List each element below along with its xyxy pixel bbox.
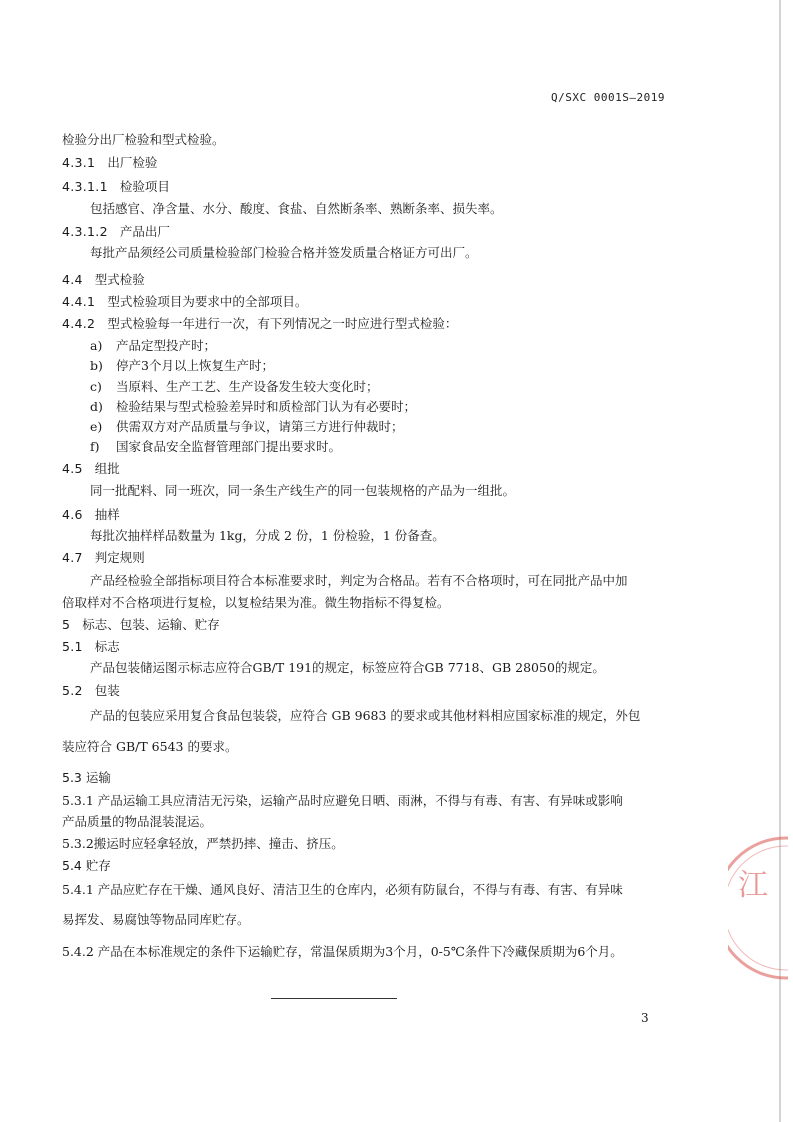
end-rule xyxy=(271,998,397,999)
list-item: f) 国家食品安全监督管理部门提出要求时。 xyxy=(90,439,342,454)
body-text: 装应符合 GB/T 6543 的要求。 xyxy=(62,739,238,754)
body-text: 5.4.2 产品在本标准规定的条件下运输贮存，常温保质期为3个月，0-5℃条件下冷藏保质期为6个月。 xyxy=(62,944,623,959)
list-item: a) 产品定型投产时； xyxy=(90,338,217,353)
section-heading: 4.4.2 型式检验每一年进行一次，有下列情况之一时应进行型式检验： xyxy=(62,316,458,331)
section-heading: 4.5 组批 xyxy=(62,461,120,476)
body-text: 产品包装储运图示标志应符合GB/T 191的规定，标签应符合GB 7718、GB 28050的规定。 xyxy=(90,660,605,675)
body-text: 倍取样对不合格项进行复检，以复检结果为准。微生物指标不得复检。 xyxy=(62,595,450,610)
section-heading: 5.4 贮存 xyxy=(62,858,111,873)
body-text: 每批产品须经公司质量检验部门检验合格并签发质量合格证方可出厂。 xyxy=(90,245,478,260)
section-heading: 4.3.1.2 产品出厂 xyxy=(62,224,170,239)
section-heading: 5.3 运输 xyxy=(62,770,111,785)
body-text: 每批次抽样样品数量为 1kg，分成 2 份，1 份检验，1 份备查。 xyxy=(90,528,445,543)
body-text: 产品的包装应采用复合食品包装袋，应符合 GB 9683 的要求或其他材料相应国家标准的规定，外包 xyxy=(90,708,641,723)
list-item: b) 停产3个月以上恢复生产时； xyxy=(90,358,274,373)
section-heading: 4.3.1.1 检验项目 xyxy=(62,179,170,194)
body-text: 5.3.2搬运时应轻拿轻放，严禁扔摔、撞击、挤压。 xyxy=(62,836,344,851)
section-heading: 4.3.1 出厂检验 xyxy=(62,155,158,170)
list-item: d) 检验结果与型式检验差异时和质检部门认为有必要时； xyxy=(90,399,417,414)
body-text: 5.3.1 产品运输工具应清洁无污染，运输产品时应避免日晒、雨淋，不得与有毒、有害、有异味或影响 xyxy=(62,793,623,808)
body-text: 同一批配料、同一班次，同一条生产线生产的同一包装规格的产品为一组批。 xyxy=(90,483,516,498)
section-heading: 4.7 判定规则 xyxy=(62,550,145,565)
document-code: Q/SXC 0001S—2019 xyxy=(551,91,665,104)
section-heading: 4.4 型式检验 xyxy=(62,272,145,287)
red-seal-stamp xyxy=(728,826,788,991)
section-heading: 5.2 包装 xyxy=(62,683,120,698)
seal-text: 江 xyxy=(738,868,768,903)
seal-shape xyxy=(728,826,788,991)
body-text: 包括感官、净含量、水分、酸度、食盐、自然断条率、熟断条率、损失率。 xyxy=(90,201,503,216)
section-heading: 5.1 标志 xyxy=(62,639,120,654)
body-text: 易挥发、易腐蚀等物品同库贮存。 xyxy=(62,912,250,927)
section-heading: 5 标志、包装、运输、贮存 xyxy=(62,617,220,632)
list-item: c) 当原料、生产工艺、生产设备发生较大变化时； xyxy=(90,379,379,394)
section-heading: 4.6 抽样 xyxy=(62,507,120,522)
body-text: 5.4.1 产品应贮存在干燥、通风良好、清洁卫生的仓库内，必须有防鼠台，不得与有毒、有害、有异味 xyxy=(62,882,623,897)
body-text: 产品质量的物品混装混运。 xyxy=(62,814,213,829)
body-text: 检验分出厂检验和型式检验。 xyxy=(62,132,225,147)
body-text: 产品经检验全部指标项目符合本标准要求时，判定为合格品。若有不合格项时，可在同批产品中加 xyxy=(90,573,628,588)
list-item: e) 供需双方对产品质量与争议，请第三方进行仲裁时； xyxy=(90,419,404,434)
section-heading: 4.4.1 型式检验项目为要求中的全部项目。 xyxy=(62,294,308,309)
page-number: 3 xyxy=(641,1011,649,1025)
